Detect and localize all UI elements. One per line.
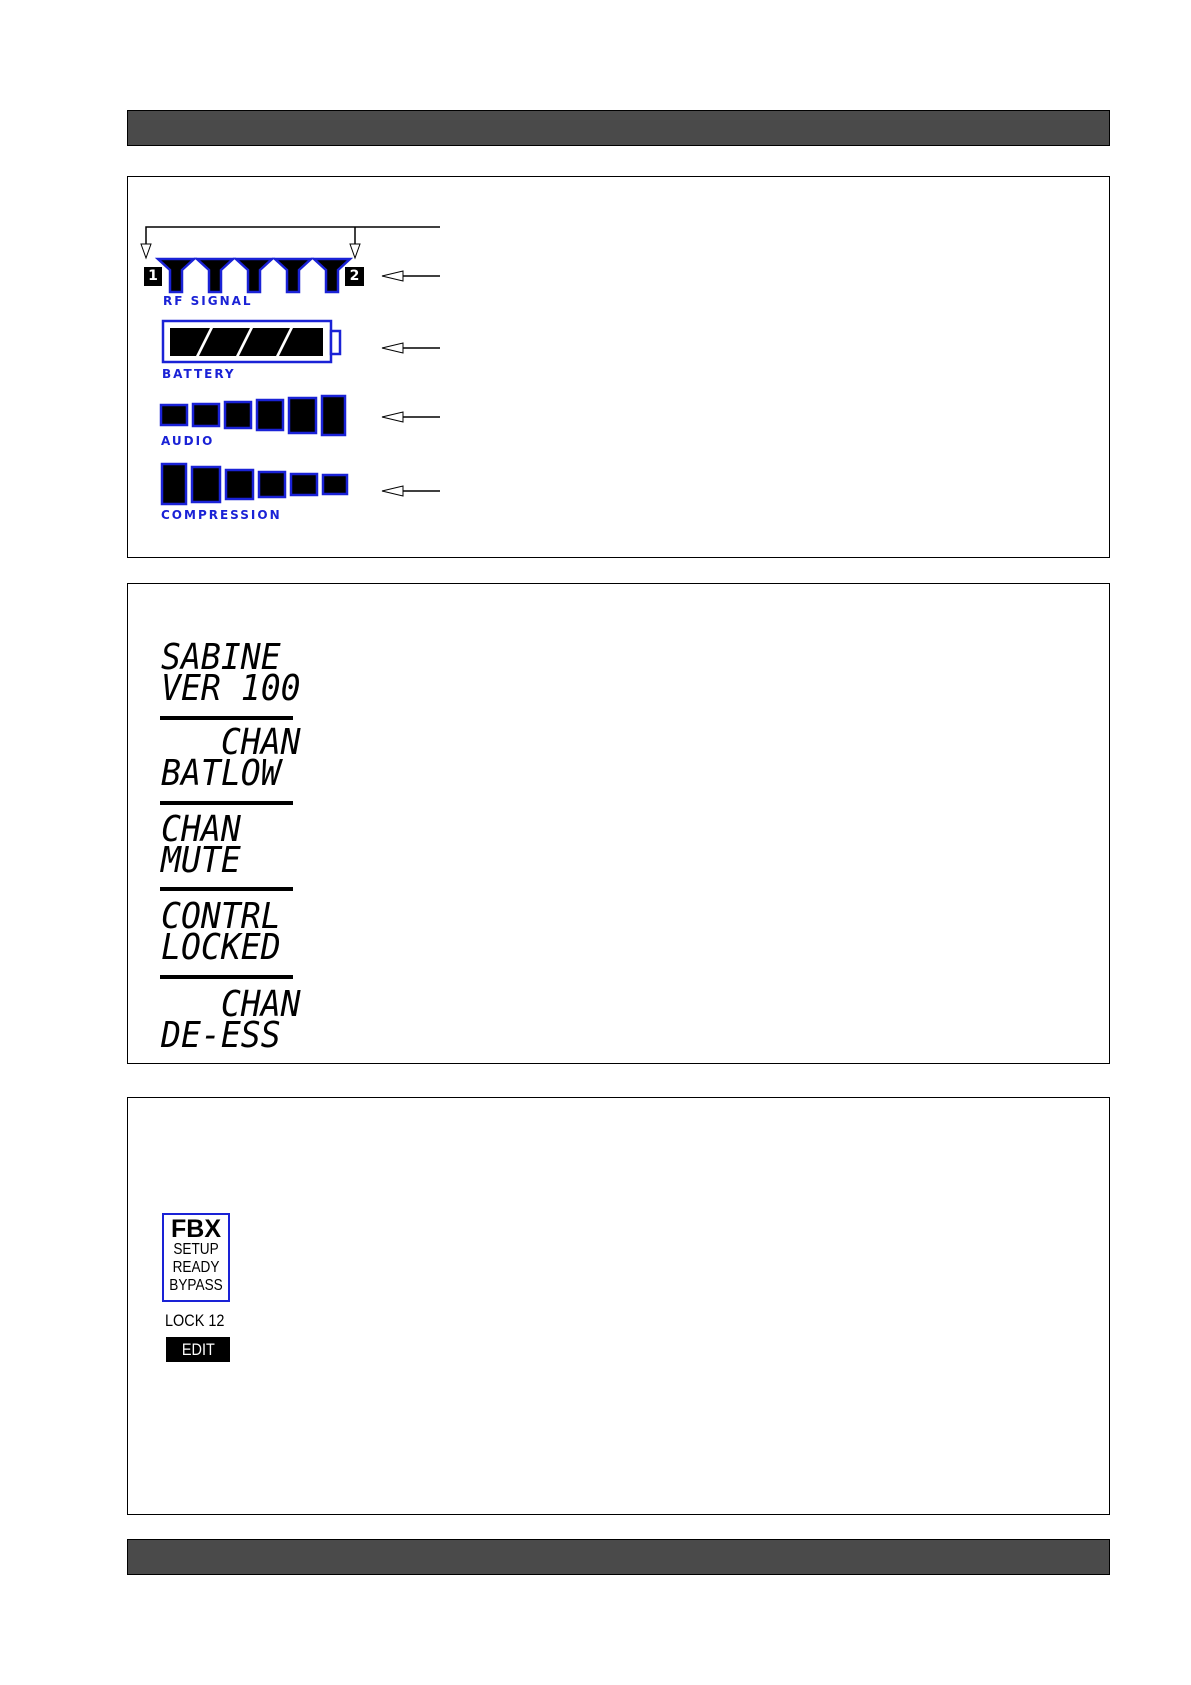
edit-text: EDIT xyxy=(181,1340,215,1359)
lcd-line-2: LOCKED xyxy=(161,927,281,968)
battery-label: BATTERY xyxy=(162,367,236,381)
lcd-separator xyxy=(160,801,293,805)
channel-bracket xyxy=(146,227,440,252)
lcd-line-1: CHAN xyxy=(161,722,301,763)
audio-label: AUDIO xyxy=(161,434,215,448)
lcd-line-2: DE-ESS xyxy=(161,1015,281,1056)
lcd-line-1: SABINE xyxy=(161,637,281,678)
lock-indicator: LOCK 12 xyxy=(165,1311,225,1330)
compression-label: COMPRESSION xyxy=(161,508,282,522)
fbx-ready: READY xyxy=(172,1259,220,1276)
rf-signal-bars xyxy=(158,259,350,292)
rf-signal-label: RF SIGNAL xyxy=(163,294,253,308)
bottom-footer-bar xyxy=(127,1539,1110,1575)
lcd-line-1: CONTRL xyxy=(161,896,281,937)
compression-meter xyxy=(162,464,347,504)
fbx-bypass: BYPASS xyxy=(169,1277,223,1294)
channel-1-marker: 1 xyxy=(144,267,162,286)
fbx-title: FBX xyxy=(171,1215,221,1243)
fbx-setup: SETUP xyxy=(173,1241,219,1258)
channel-2-marker: 2 xyxy=(345,267,364,286)
lcd-separator xyxy=(160,975,293,979)
lcd-line-2: MUTE xyxy=(161,840,241,881)
lcd-separator xyxy=(160,716,293,720)
lcd-separator xyxy=(160,887,293,891)
battery-icon xyxy=(163,321,340,362)
fbx-indicator xyxy=(162,1213,230,1302)
audio-meter xyxy=(161,396,345,435)
lcd-line-2: BATLOW xyxy=(161,753,281,794)
lcd-line-2: VER 100 xyxy=(161,668,301,709)
fbx-panel xyxy=(127,1097,1110,1515)
lcd-line-1: CHAN xyxy=(161,809,241,850)
channel-2-arrowhead xyxy=(350,244,360,258)
lcd-line-1: CHAN xyxy=(161,984,301,1025)
edit-indicator xyxy=(166,1337,230,1362)
channel-1-arrowhead xyxy=(141,244,151,258)
